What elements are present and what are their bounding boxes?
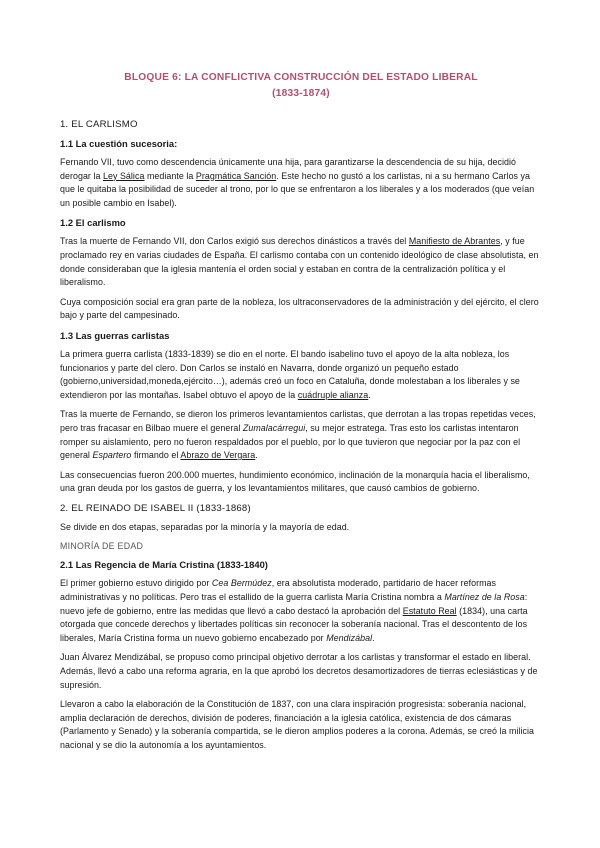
paragraph: Se divide en dos etapas, separadas por la minoría y la mayoría de edad. bbox=[60, 521, 350, 532]
section-1-heading: 1. EL CARLISMO bbox=[60, 119, 138, 130]
name-zumalacarregui: Zumalacárregui bbox=[242, 422, 306, 433]
link-estatuto-real: Estatuto Real bbox=[402, 605, 457, 616]
paragraph: Cuya composición social era gran parte de la nobleza, los ultraconservadores de la administración y del ejército, el clero bajo y parte del campesinado. bbox=[60, 296, 539, 321]
name-mendizabal: Mendizábal bbox=[326, 632, 373, 643]
section-1-1-heading: 1.1 La cuestión sucesoria: bbox=[60, 138, 178, 149]
link-pragmatica-sancion: Pragmática Sanción bbox=[195, 170, 277, 181]
link-ley-salica: Ley Sálica bbox=[102, 170, 145, 181]
paragraph: Juan Álvarez Mendizábal, se propuso como principal objetivo derrotar a los carlistas y transformar el estado en liberal. Además, llevó a cabo una reforma agraria, en la que aprobó los decretos desamortizadores de tierras eclesiásticas y de supresión. bbox=[60, 652, 538, 690]
section-1-3-heading: 1.3 Las guerras carlistas bbox=[60, 329, 170, 341]
paragraph: Tras la muerte de Fernando, se dieron los primeros levantamientos carlistas, que derrotan a las tropas repetidas veces, pero tras fracasar en Bilbao muere el general Zumalacárregui, su mejor estratega. Tras esto los carlistas intentaron romper su aislamiento, pero no fueron respaldados por el pueblo, por lo que tuvieron que negociar por la paz con el general Espartero firmando el Abrazo de Vergara. bbox=[60, 409, 536, 461]
document-title bbox=[60, 70, 542, 102]
link-cuadruple-alianza: cuádruple alianza bbox=[297, 389, 369, 400]
paragraph: Fernando VII, tuvo como descendencia únicamente una hija, para garantizarse la descendencia de su hija, decidió derogar la Ley Sálica mediante la Pragmática Sanción. Este hecho no gustó a los carlistas, ni a su hermano Carlos ya que le quitaba la posibilidad de suceder al trono, por lo que se enfrentaron a los liberales y a los moderados (que veían un posible cambio en Isabel). bbox=[60, 157, 535, 208]
paragraph: La primera guerra carlista (1833-1839) se dio en el norte. El bando isabelino tuvo el apoyo de la alta nobleza, los funcionarios y parte del clero. Don Carlos se instaló en Navarra, donde organizó un pequeño estado (gobierno,universidad,moneda,ejército…), además creó un foco en Cataluña, donde molestaban a los liberales y se extendieron por las montañas. Isabel obtuvo el apoyo de la cuádruple alianza. bbox=[60, 348, 520, 400]
section-2-1-heading: 2.1 Las Regencia de María Cristina (1833-1840) bbox=[60, 559, 268, 571]
paragraph: Llevaron a cabo la elaboración de la Constitución de 1837, con una clara inspiración progresista: soberanía nacional, amplia declaración de derechos, división de poderes, financiación a la iglesia católica, existencia de dos cámaras (Parlamento y Senado) y la soberanía compartida, se le dieron amplios poderes a la corona. Además, se creó la milicia nacional y se dio la autonomía a los ayuntamientos. bbox=[60, 699, 534, 750]
paragraph: Las consecuencias fueron 200.000 muertes, hundimiento económico, inclinación de la monarquía hacia el liberalismo, una gran deuda por los gastos de guerra, y los levantamientos militares, que causó cambios de gobierno. bbox=[60, 469, 530, 494]
title-line-2: (1833-1874) bbox=[272, 88, 330, 99]
name-cea-bermudez: Cea Bermúdez bbox=[211, 578, 272, 589]
name-martinez-rosa: Martínez de la Rosa bbox=[444, 592, 525, 603]
section-1-2-heading: 1.2 El carlismo bbox=[60, 217, 126, 229]
title-line-1: BLOQUE 6: LA CONFLICTIVA CONSTRUCCIÓN DEL ESTADO LIBERAL bbox=[124, 72, 478, 83]
paragraph: El primer gobierno estuvo dirigido por Cea Bermúdez, era absolutista moderado, partidario de hacer reformas administrativas y no políticas. Pero tras el estallido de la guerra carlista María Cristina nombra a Martínez de la Rosa: nuevo jefe de gobierno, entre las medidas que llevó a cabo destacó la aprobación del Estatuto Real (1834), una carta otorgada que concede derechos y libertades políticas sin reconocer la soberanía nacional. Tras el descontento de los liberales, María Cristina forma un nuevo gobierno encabezado por Mendizábal. bbox=[60, 578, 528, 643]
section-2-heading: 2. EL REINADO DE ISABEL II (1833-1868) bbox=[60, 502, 251, 514]
link-abrazo-vergara: Abrazo de Vergara bbox=[180, 450, 256, 461]
name-espartero: Espartero bbox=[92, 450, 132, 461]
link-manifiesto-abrantes: Manifiesto de Abrantes bbox=[408, 236, 501, 247]
paragraph: Tras la muerte de Fernando VII, don Carlos exigió sus derechos dinásticos a través del Manifiesto de Abrantes, y fue proclamado rey en varias ciudades de España. El carlismo contaba con un contenido ideológico de clase absolutista, en donde consideraban que la iglesia mantenía el orden social y estaban en contra de la centralización política y el liberalismo. bbox=[60, 236, 539, 288]
subheading-minoria: MINORÍA DE EDAD bbox=[60, 541, 144, 552]
